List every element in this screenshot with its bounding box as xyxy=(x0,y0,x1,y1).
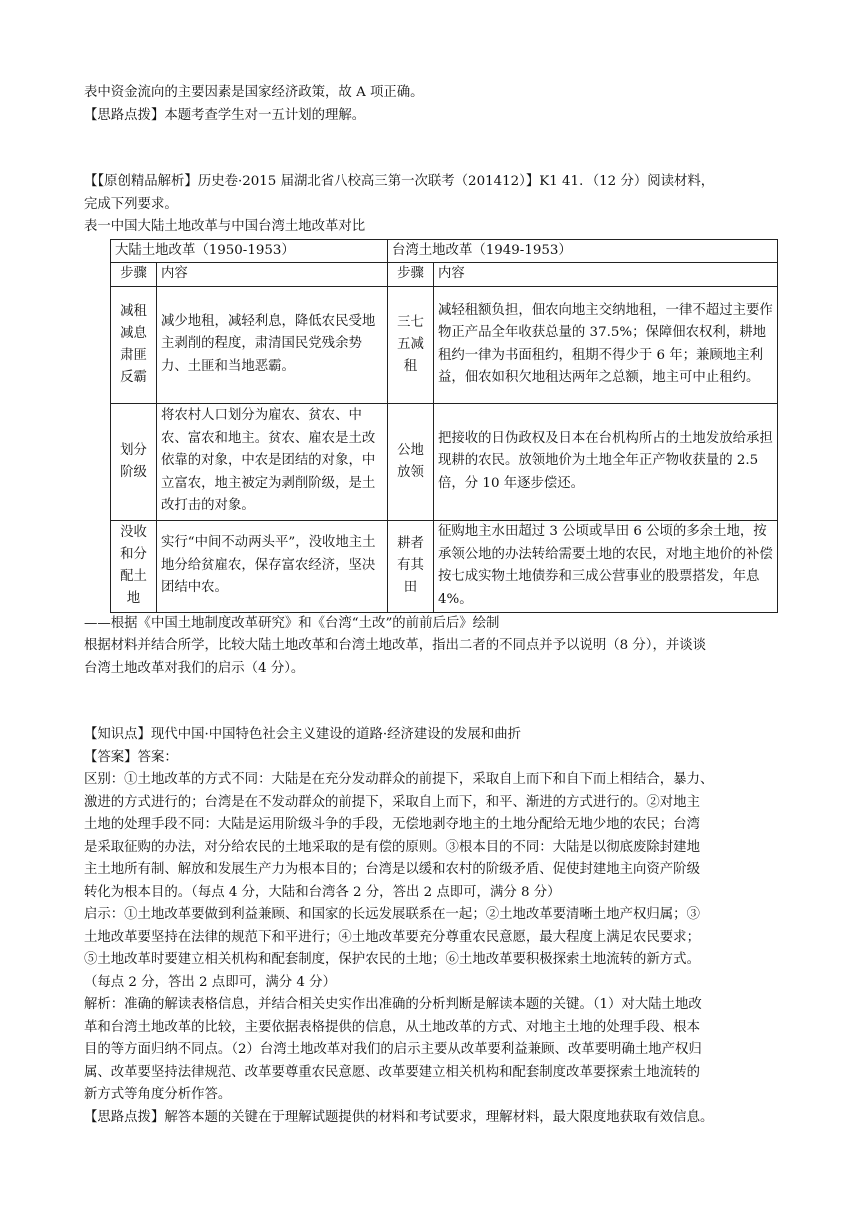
intro-line: 表中资金流向的主要因素是国家经济政策，故 A 项正确。 xyxy=(84,85,424,100)
mainland-content: 将农村人口划分为雇农、贫农、中农、富农和地主。贫农、雇农是土改依靠的对象，中农是团结的对象，中立富农，地主被定为剥削阶级，是土改打击的对象。 xyxy=(157,403,388,520)
insight-line: ⑤土地改革时要建立相关机构和配套制度，保护农民的土地；⑥土地改革要积极探索土地流转的新方式。 xyxy=(84,952,700,967)
taiwan-title: 台湾土地改革（1949-1953） xyxy=(388,239,778,263)
taiwan-step: 公地放领 xyxy=(388,403,434,520)
diff-line: 转化为根本目的。（每点 4 分，大陆和台湾各 2 分，答出 2 点即可，满分 8 分） xyxy=(84,884,561,900)
table-row xyxy=(111,286,778,403)
diff-line: 土地的处理手段不同：大陆是运用阶级斗争的手段，无偿地剥夺地主的土地分配给无地少地的农民；台湾 xyxy=(84,817,700,832)
diff-line: 主土地所有制、解放和发展生产力为根本目的；台湾是以缓和农村的阶级矛盾、促使封建地主向资产阶级 xyxy=(84,862,700,877)
mainland-content: 减少地租，减轻利息，降低农民受地主剥削的程度，肃清国民党残余势力、土匪和当地恶霸。 xyxy=(157,286,388,403)
question-header-cont: 完成下列要求。 xyxy=(84,196,178,212)
table-title-row xyxy=(111,239,778,263)
solution-tip: 【思路点拨】解答本题的关键在于理解试题提供的材料和考试要求，理解材料，最大限度地获取有效信息。 xyxy=(84,1109,714,1125)
question-prompt-cont: 台湾土地改革对我们的启示（4 分）。 xyxy=(84,660,305,676)
question-header: 【【原创精品解析】历史卷·2015 届湖北省八校高三第一次联考（201412）】K1 41．（12 分）阅读材料， xyxy=(84,174,715,189)
document-page xyxy=(84,82,784,1129)
mainland-content: 实行“中间不动两头平”，没收地主土地分给贫雇农，保存富农经济，坚决团结中农。 xyxy=(157,520,388,612)
knowledge-point: 【知识点】现代中国·中国特色社会主义建设的道路·经济建设的发展和曲折 xyxy=(84,727,522,742)
mainland-step: 减租减息肃匪反霸 xyxy=(111,286,157,403)
analysis-line: 目的等方面归纳不同点。（2）台湾土地改革对我们的启示主要从改革要利益兼顾、改革要明确土地产权归 xyxy=(84,1042,702,1057)
table-source: ——根据《中国土地制度改革研究》和《台湾“土改”的前前后后》绘制 xyxy=(84,615,500,631)
diff-line: 是采取征购的办法，对分给农民的土地采取的是有偿的原则。③根本目的不同：大陆是以彻底废除封建地 xyxy=(84,839,700,855)
insight-line: 土地改革要坚持在法律的规范下和平进行；④土地改革要充分尊重农民意愿，最大程度上满足农民要求； xyxy=(84,929,700,945)
taiwan-step: 三七五减租 xyxy=(388,286,434,403)
table-row xyxy=(111,403,778,520)
mainland-step-header: 步骤 xyxy=(111,263,157,287)
taiwan-step: 耕者有其田 xyxy=(388,520,434,612)
mainland-title: 大陆土地改革（1950-1953） xyxy=(111,239,388,263)
taiwan-content: 把接收的日伪政权及日本在台机构所占的土地发放给承担现耕的农民。放领地价为土地全年正产物收获量的 2.5 倍，分 10 年逐步偿还。 xyxy=(434,403,778,520)
intro-tip: 【思路点拨】本题考查学生对一五计划的理解。 xyxy=(84,107,366,123)
taiwan-content-header: 内容 xyxy=(434,263,778,287)
mainland-content-header: 内容 xyxy=(157,263,388,287)
question-prompt: 根据材料并结合所学，比较大陆土地改革和台湾土地改革，指出二者的不同点并予以说明（8 分），并谈谈 xyxy=(84,638,707,653)
taiwan-content: 征购地主水田超过 3 公顷或旱田 6 公顷的多余土地，按承领公地的办法转给需要土地的农民，对地主地价的补偿按七成实物土地债券和三成公营事业的股票搭发，年息 4%。 xyxy=(434,520,778,612)
insight-line: （每点 2 分，答出 2 点即可，满分 4 分） xyxy=(84,974,336,990)
taiwan-step-header: 步骤 xyxy=(388,263,434,287)
insight-line: 启示：①土地改革要做到利益兼顾、和国家的长远发展联系在一起；②土地改革要清晰土地产权归属；③ xyxy=(84,907,700,922)
mainland-step: 划分阶级 xyxy=(111,403,157,520)
analysis-line: 解析：准确的解读表格信息，并结合相关史实作出准确的分析判断是解读本题的关键。（1）对大陆土地改 xyxy=(84,997,702,1012)
answer-label: 【答案】答案： xyxy=(84,749,178,765)
diff-line: 区别：①土地改革的方式不同：大陆是在充分发动群众的前提下，采取自上而下和自下而上相结合，暴力、 xyxy=(84,772,714,787)
table-caption: 表一中国大陆土地改革与中国台湾土地改革对比 xyxy=(84,219,366,234)
mainland-step: 没收和分配土地 xyxy=(111,520,157,612)
comparison-table xyxy=(110,239,778,613)
taiwan-content: 减轻租额负担，佃农向地主交纳地租，一律不超过主要作物正产品全年收获总量的 37.5%；保障佃农权利，耕地租约一律为书面租约，租期不得少于 6 年；兼顾地主利益，佃农如积欠地租达两年之总额，地主可中止租约。 xyxy=(434,286,778,403)
table-row xyxy=(111,520,778,612)
analysis-line: 革和台湾土地改革的比较，主要依据表格提供的信息，从土地改革的方式、对地主土地的处理手段、根本 xyxy=(84,1019,700,1035)
table-header-row xyxy=(111,263,778,287)
diff-line: 激进的方式进行的；台湾是在不发动群众的前提下，采取自上而下，和平、渐进的方式进行的。②对地主 xyxy=(84,794,700,810)
analysis-line: 新方式等角度分析作答。 xyxy=(84,1087,232,1102)
analysis-line: 属、改革要坚持法律规范、改革要尊重农民意愿、改革要建立相关机构和配套制度改革要探索土地流转的 xyxy=(84,1064,700,1080)
